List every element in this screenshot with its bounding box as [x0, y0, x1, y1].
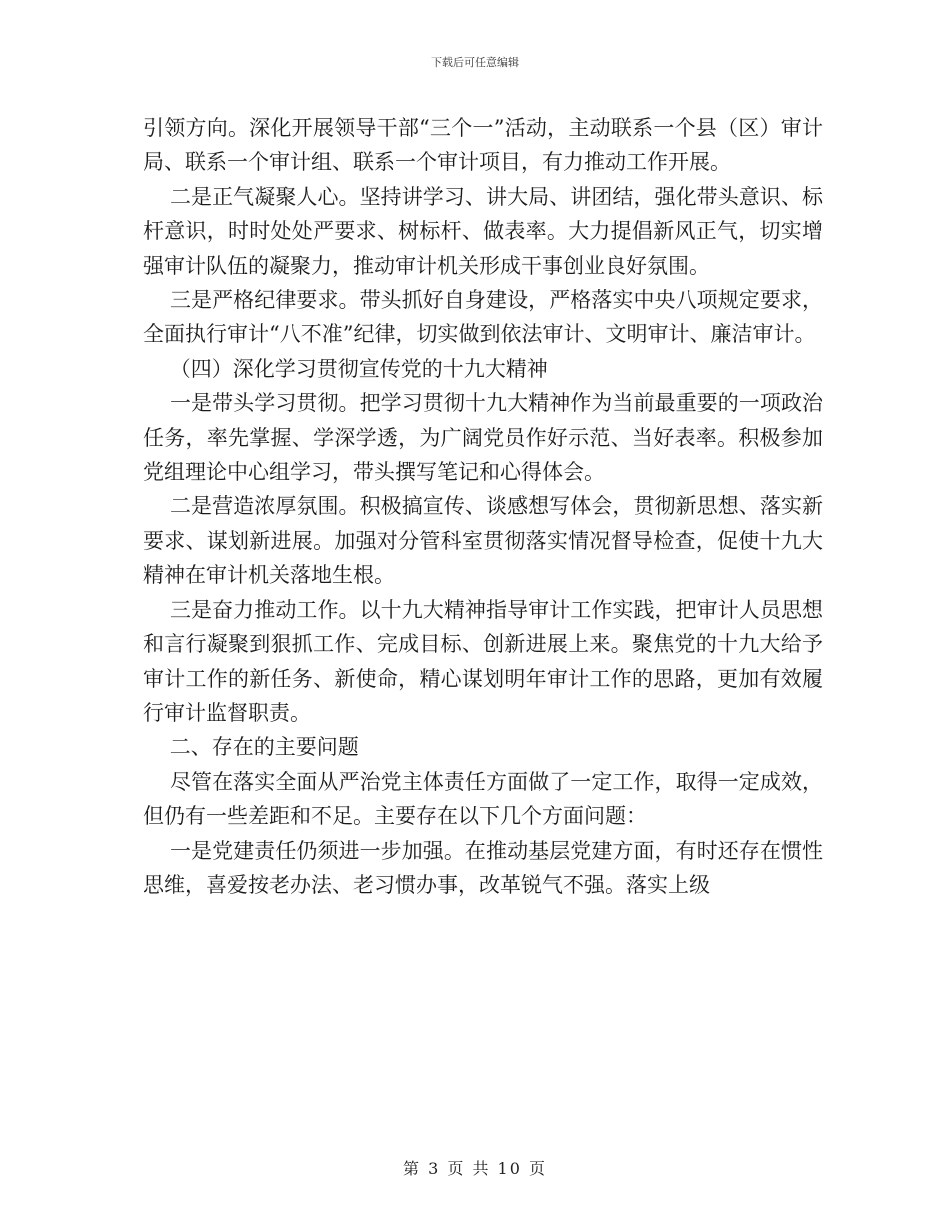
page-header: 下载后可任意编辑	[431, 56, 519, 69]
section-heading: （四）深化学习贯彻宣传党的十九大精神	[143, 356, 548, 381]
paragraph: 一是带头学习贯彻。把学习贯彻十九大精神作为当前最重要的一项政治任务，率先掌握、学深学透，为广阔党员作好示范、当好表率。积极参加党组理论中心组学习，带头撰写笔记和心得体会。	[143, 391, 824, 485]
page-footer: 第 3 页 共 10 页	[403, 1159, 547, 1178]
paragraph: 二是营造浓厚氛围。积极搞宣传、谈感想写体会，贯彻新思想、落实新要求、谋划新进展。加强对分管科室贯彻落实情况督导检查，促使十九大精神在审计机关落地生根。	[143, 494, 824, 588]
document-body	[143, 111, 823, 902]
paragraph: 二是正气凝聚人心。坚持讲学习、讲大局、讲团结，强化带头意识、标杆意识，时时处处严要求、树标杆、做表率。大力提倡新风正气，切实增强审计队伍的凝聚力，推动审计机关形成干事创业良好氛围。	[143, 184, 824, 278]
paragraph: 三是奋力推动工作。以十九大精神指导审计工作实践，把审计人员思想和言行凝聚到狠抓工作、完成目标、创新进展上来。聚焦党的十九大给予审计工作的新任务、新使命，精心谋划明年审计工作的思路，更加有效履行审计监督职责。	[143, 597, 824, 725]
paragraph: 引领方向。深化开展领导干部“三个一”活动，主动联系一个县（区）审计局、联系一个审计组、联系一个审计项目，有力推动工作开展。	[143, 116, 823, 175]
section-heading: 二、存在的主要问题	[143, 735, 359, 760]
paragraph: 尽管在落实全面从严治党主体责任方面做了一定工作，取得一定成效，但仍有一些差距和不足。主要存在以下几个方面问题：	[143, 769, 824, 829]
paragraph: 三是严格纪律要求。带头抓好自身建设，严格落实中央八项规定要求，全面执行审计“八不准”纪律，切实做到依法审计、文明审计、廉洁审计。	[143, 288, 824, 347]
paragraph: 一是党建责任仍须进一步加强。在推动基层党建方面，有时还存在惯性思维，喜爱按老办法、老习惯办事，改革锐气不强。落实上级	[143, 838, 824, 897]
